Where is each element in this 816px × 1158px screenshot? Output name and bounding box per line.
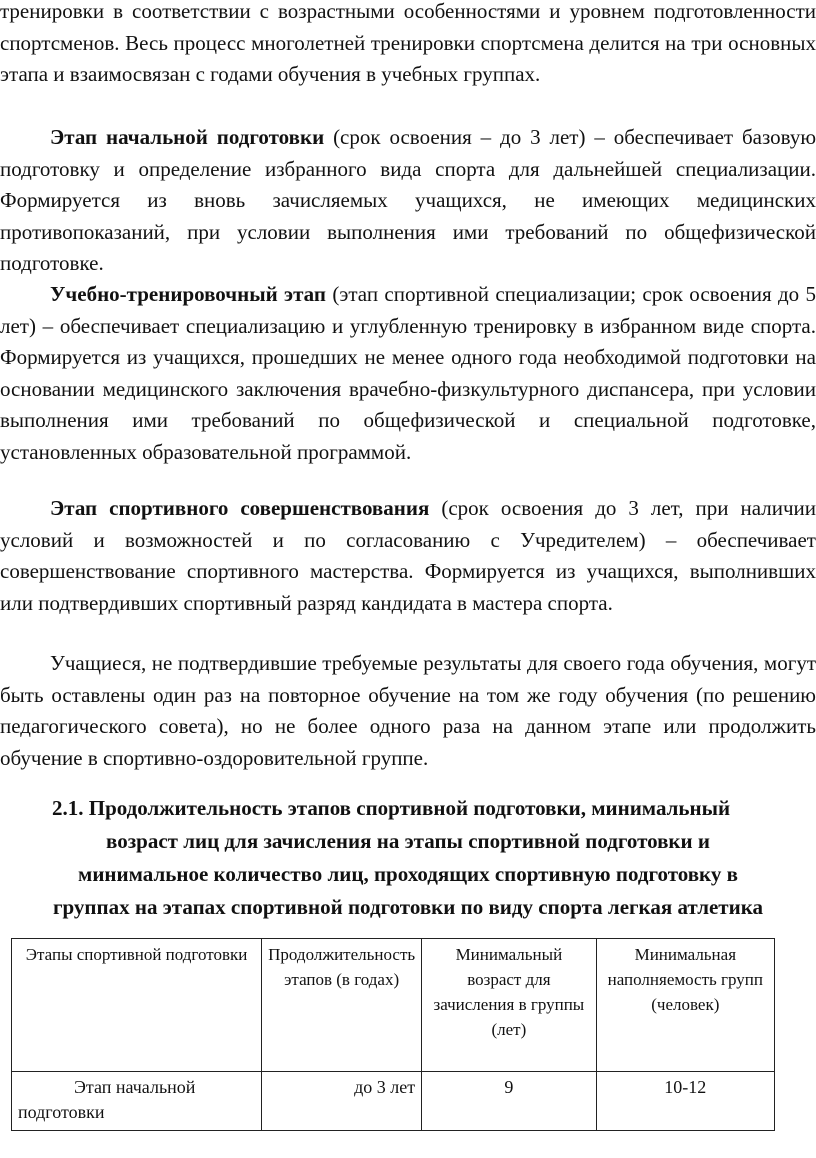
cell-stage: Этап начальной подготовки (12, 1072, 262, 1131)
paragraph-initial-stage (0, 122, 816, 280)
section-heading (0, 792, 816, 924)
paragraph-text: Учащиеся, не подтвердившие требуемые результаты для своего года обучения, могут быть оставлены один раз на повторное обучение на том же году обучения (по решению педагогического совета), но не более одного раза на данном этапе или продолжить обучение в спортивно-оздоровительной группе. (0, 651, 816, 770)
paragraph-improvement-stage (0, 493, 816, 619)
section-heading-line: 2.1. Продолжительность этапов спортивной подготовки, минимальный (52, 796, 731, 820)
header-duration: Продолжительность этапов (в годах) (262, 939, 422, 1072)
stages-table (11, 938, 775, 1131)
paragraph-repeat-training (0, 648, 816, 774)
section-heading-line: группах на этапах спортивной подготовки по виду спорта легкая атлетика (52, 895, 764, 919)
paragraph-text: тренировки в соответствии с возрастными особенностями и уровнем подготовленности спортсменов. Весь процесс многолетней тренировки спортсмена делится на три основных этапа и взаимосвязан с годами обучения в учебных группах. (0, 0, 816, 86)
header-group-size: Минимальная наполняемость групп (человек) (596, 939, 774, 1072)
cell-group-size: 10-12 (596, 1072, 774, 1131)
header-stages: Этапы спортивной подготовки (12, 939, 262, 1072)
cell-duration: до 3 лет (262, 1072, 422, 1131)
section-heading-line: минимальное количество лиц, проходящих спортивную подготовку в (78, 862, 738, 886)
stage-title: Учебно-тренировочный этап (50, 282, 326, 306)
table-header-row (12, 939, 775, 1072)
paragraph-training-intro (0, 0, 816, 91)
section-heading-line: возраст лиц для зачисления на этапы спортивной подготовки и (106, 829, 710, 853)
table-row (12, 1072, 775, 1131)
header-min-age: Минимальный возраст для зачисления в группы (лет) (422, 939, 596, 1072)
stage-title: Этап спортивного совершенствования (50, 496, 430, 520)
cell-min-age: 9 (422, 1072, 596, 1131)
paragraph-text: (этап спортивной специализации; срок освоения до 5 лет) – обеспечивает специализацию и углубленную тренировку в избранном виде спорта. Формируется из учащихся, прошедших не менее одного года необходимой подготовки на основании медицинского заключения врачебно-физкультурного диспансера, при условии выполнения ими требований по общефизической и специальной подготовке, установленных образовательной программой. (0, 282, 816, 464)
paragraph-training-stage (0, 279, 816, 468)
stage-title: Этап начальной подготовки (50, 125, 325, 149)
paragraph-text: (срок освоения – до 3 лет) – обеспечивает базовую подготовку и определение избранного вида спорта для дальнейшей специализации. Формируется из вновь зачисляемых учащихся, не имеющих медицинских противопоказаний, при условии выполнения ими требований по общефизической подготовке. (0, 125, 816, 275)
paragraph-text: (срок освоения до 3 лет, при наличии условий и возможностей и по согласованию с Учредителем) – обеспечивает совершенствование спортивного мастерства. Формируется из учащихся, выполнивших или подтвердивших спортивный разряд кандидата в мастера спорта. (0, 496, 816, 615)
